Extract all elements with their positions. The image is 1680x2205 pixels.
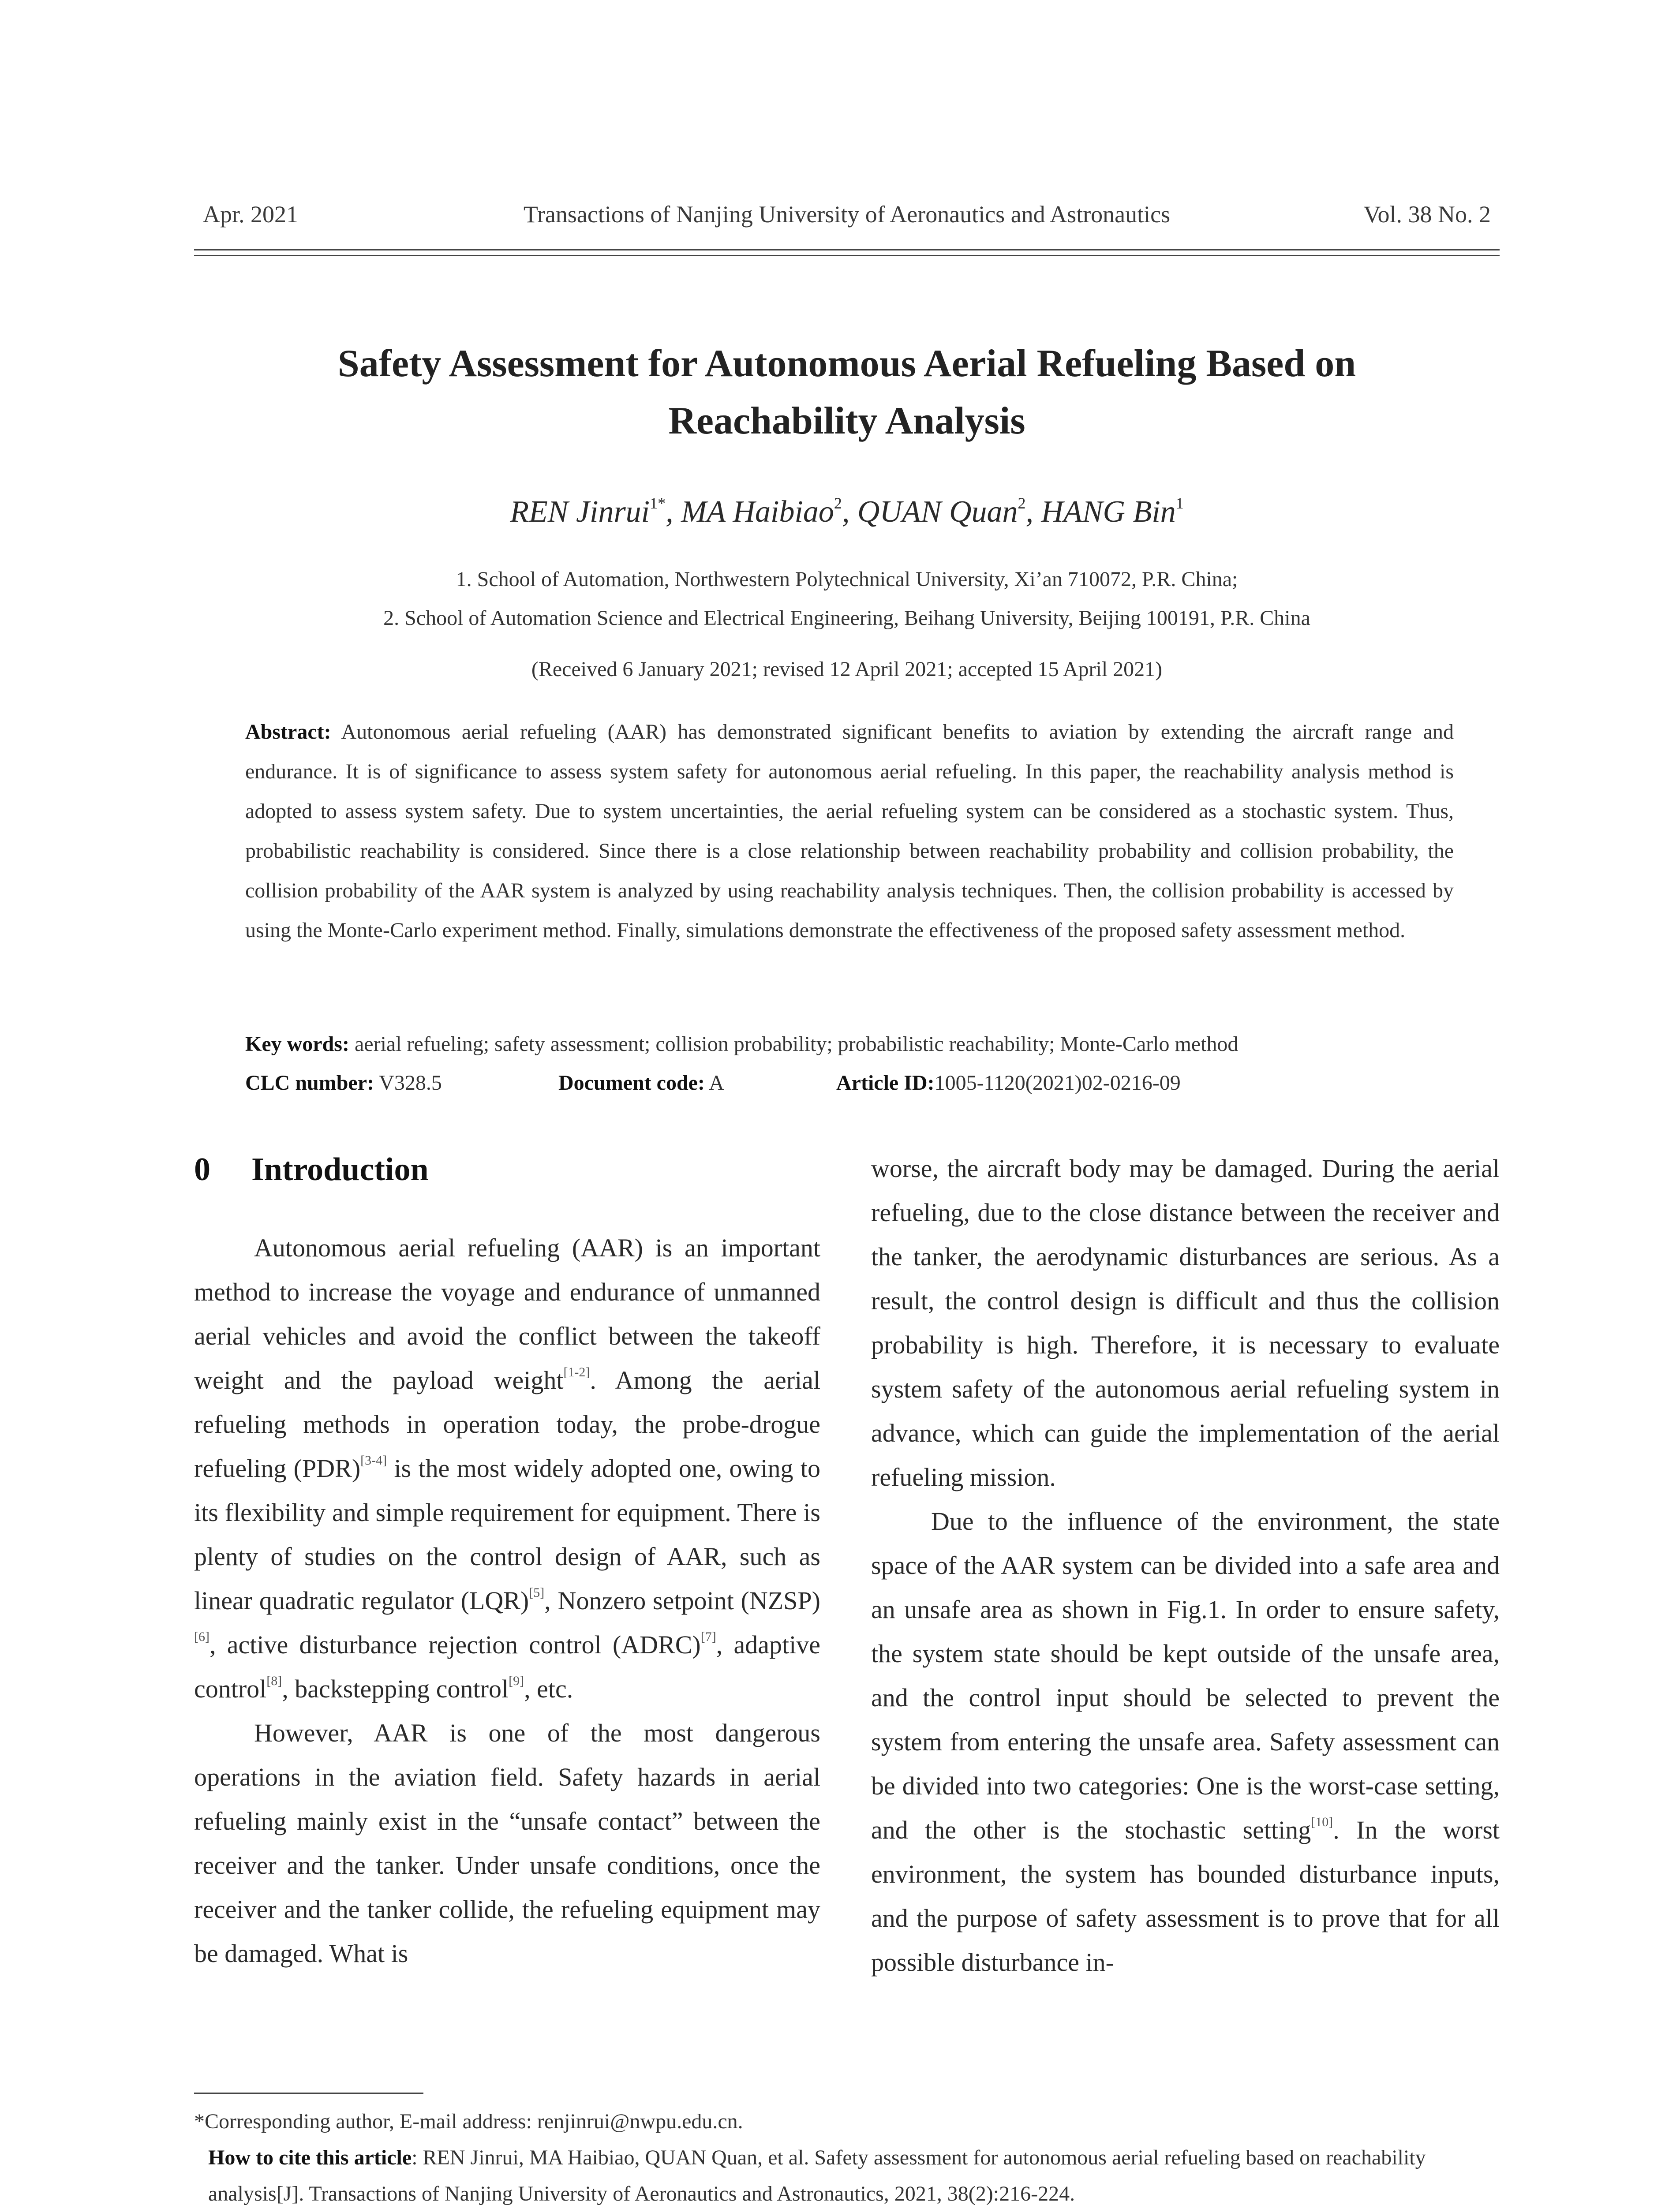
header-rule-top bbox=[194, 249, 1500, 250]
title-line-2: Reachability Analysis bbox=[668, 400, 1025, 442]
citation-ref[interactable]: [9] bbox=[509, 1674, 524, 1688]
citation-ref[interactable]: [3-4] bbox=[360, 1453, 387, 1468]
paragraph: However, AAR is one of the most dangerous operations in the aviation field. Safety hazards in aerial refueling mainly exist in the “unsafe contact” between the receiver and the tanker. Under unsafe conditions, once the receiver and the tanker collide, the refueling equipment may be damaged. What is bbox=[194, 1719, 820, 1968]
citation-ref[interactable]: [8] bbox=[266, 1674, 282, 1688]
corresponding-author: *Corresponding author, E-mail address: renjinrui@nwpu.edu.cn. bbox=[194, 2110, 743, 2133]
author-name: MA Haibiao bbox=[681, 495, 834, 529]
cite-text: : REN Jinrui, MA Haibiao, QUAN Quan, et al. Safety assessment for autonomous aerial refueling based on reachability analysis[J]. Transactions of Nanjing University of Aeronautics and Astronautics, 2021, 38(2):216-224. bbox=[208, 2146, 1426, 2205]
citation-ref[interactable]: [6] bbox=[194, 1629, 210, 1644]
left-column bbox=[194, 1226, 820, 1976]
citation-ref[interactable]: [1-2] bbox=[563, 1365, 590, 1379]
author-name: REN Jinrui bbox=[510, 495, 650, 529]
abstract-text: Autonomous aerial refueling (AAR) has demonstrated significant benefits to aviation by extending the aircraft range and endurance. It is of significance to assess system safety for autonomous aerial refueling. In this paper, the reachability analysis method is adopted to assess system safety. Due to system uncertainties, the aerial refueling system can be considered as a stochastic system. Thus, probabilistic reachability is considered. Since there is a close relationship between reachability probability and collision probability, the collision probability of the AAR system is analyzed by using reachability analysis techniques. Then, the collision probability is accessed by using the Monte-Carlo experiment method. Finally, simulations demonstrate the effectiveness of the proposed safety assessment method. bbox=[245, 720, 1454, 942]
running-header bbox=[194, 201, 1500, 236]
footnote-rule bbox=[194, 2093, 423, 2094]
section-number: 0 bbox=[194, 1151, 210, 1188]
affiliations bbox=[194, 560, 1500, 638]
citation-ref[interactable]: [10] bbox=[1311, 1815, 1333, 1829]
affiliation-2: 2. School of Automation Science and Electrical Engineering, Beihang University, Beijing 100191, P.R. China bbox=[383, 606, 1310, 630]
paragraph bbox=[194, 1226, 820, 1711]
title-line-1: Safety Assessment for Autonomous Aerial Refueling Based on bbox=[337, 342, 1356, 385]
doc-code-label: Document code: bbox=[558, 1071, 705, 1095]
affiliation-1: 1. School of Automation, Northwestern Polytechnical University, Xi’an 710072, P.R. China; bbox=[456, 568, 1238, 591]
text-run: , active disturbance rejection control (ADRC) bbox=[209, 1630, 701, 1659]
author-mark: 1 bbox=[1175, 494, 1184, 512]
author-list: REN Jinrui$^{1*}$, MA Haibiao$^2$, QUAN Quan$^2$, HANG Bin$^1$ bbox=[510, 494, 1184, 529]
text-run: Due to the influence of the environment, the state space of the AAR system can be divided into a safe area and an unsafe area as shown in Fig.1. In order to ensure safety, the system state should be kept outside of the unsafe area, and the control input should be selected to prevent the system from entering the unsafe area. Safety assessment can be divided into two categories: One is the worst-case setting, and the other is the stochastic setting bbox=[871, 1507, 1500, 1844]
keywords-label: Key words: bbox=[245, 1032, 349, 1056]
author-name: HANG Bin bbox=[1041, 495, 1176, 529]
issue-date: Apr. 2021 bbox=[203, 201, 298, 228]
clc-label: CLC number: bbox=[245, 1071, 374, 1095]
keywords-text: aerial refueling; safety assessment; collision probability; probabilistic reachability; Monte-Carlo method bbox=[354, 1032, 1238, 1056]
header-rule-bottom bbox=[194, 255, 1500, 256]
citation-ref[interactable]: [5] bbox=[529, 1585, 545, 1600]
text-run: , etc. bbox=[524, 1674, 573, 1703]
author bbox=[510, 495, 666, 529]
article-id bbox=[836, 1071, 1181, 1095]
paragraph: worse, the aircraft body may be damaged. During the aerial refueling, due to the close distance between the receiver and the tanker, the aerodynamic disturbances are serious. As a result, the control design is difficult and thus the collision probability is high. Therefore, it is necessary to evaluate system safety of the autonomous aerial refueling system in advance, which can guide the implementation of the aerial refueling mission. bbox=[871, 1154, 1500, 1491]
cite-label: How to cite this article bbox=[208, 2146, 412, 2169]
text-run: . Among the aerial refueling methods in operation today, the probe-drogue refueling (PDR) bbox=[194, 1366, 820, 1483]
doc-code-value: A bbox=[709, 1071, 724, 1095]
citation-ref[interactable]: [7] bbox=[700, 1629, 716, 1644]
clc-number bbox=[245, 1071, 442, 1095]
classification-line bbox=[245, 1071, 1454, 1095]
author-name: QUAN Quan bbox=[857, 495, 1018, 529]
text-run: , backstepping control bbox=[282, 1674, 509, 1703]
keywords bbox=[245, 1032, 1463, 1056]
abstract-label: Abstract: bbox=[245, 720, 331, 744]
citation-info bbox=[194, 2140, 1500, 2205]
paper-title bbox=[194, 335, 1500, 450]
journal-name: Transactions of Nanjing University of Aeronautics and Astronautics bbox=[523, 201, 1171, 228]
author bbox=[681, 495, 842, 529]
author bbox=[857, 495, 1026, 529]
clc-value: V328.5 bbox=[379, 1071, 442, 1095]
text-run: is the most widely adopted one, owing to its flexibility and simple requirement for equipment. There is plenty of studies on the control design of AAR, such as linear quadratic regulator (LQR) bbox=[194, 1454, 820, 1615]
author-mark: 2 bbox=[1018, 494, 1026, 512]
paragraph bbox=[871, 1499, 1500, 1984]
section-heading bbox=[194, 1151, 429, 1188]
received-dates: (Received 6 January 2021; revised 12 April 2021; accepted 15 April 2021) bbox=[531, 658, 1163, 681]
text-run: , adaptive control bbox=[194, 1630, 820, 1703]
article-id-label: Article ID: bbox=[836, 1071, 935, 1095]
section-title: Introduction bbox=[251, 1151, 429, 1188]
text-run: , Nonzero setpoint (NZSP) bbox=[544, 1586, 820, 1615]
text-run: . In the worst environment, the system has bounded disturbance inputs, and the purpose of safety assessment is to prove that for all possible disturbance in- bbox=[871, 1816, 1500, 1977]
article-id-value: 1005-1120(2021)02-0216-09 bbox=[934, 1071, 1181, 1095]
author-mark: 1* bbox=[650, 494, 666, 512]
abstract bbox=[245, 712, 1454, 950]
right-column bbox=[871, 1147, 1500, 1984]
volume-number: Vol. 38 No. 2 bbox=[1363, 201, 1491, 228]
footnote bbox=[194, 2104, 1500, 2205]
document-code bbox=[558, 1071, 724, 1095]
text-run: Autonomous aerial refueling (AAR) is an important method to increase the voyage and endurance of unmanned aerial vehicles and avoid the conflict between the takeoff weight and the payload weight bbox=[194, 1233, 820, 1394]
author bbox=[1041, 495, 1184, 529]
author-mark: 2 bbox=[834, 494, 842, 512]
